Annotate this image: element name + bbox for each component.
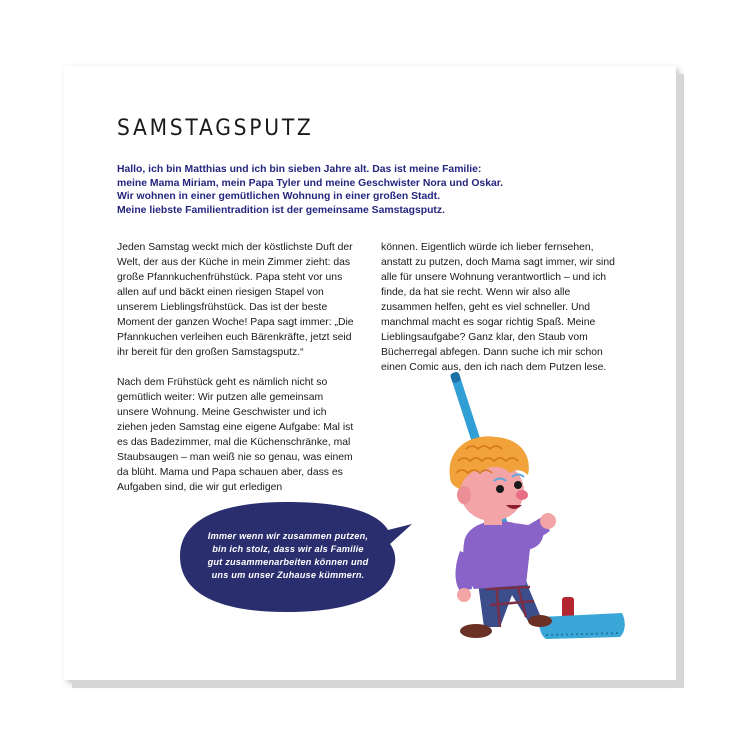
intro-line: Hallo, ich bin Matthias und ich bin sieben Jahre alt. Das ist meine Familie:	[117, 164, 482, 175]
body-paragraph: können. Eigentlich würde ich lieber fernsehen, anstatt zu putzen, doch Mama sagt immer, wir sind alle für unsere Wohnung verantwortlich – und ich finde, da hat sie recht. Wenn wir also alle zusammen helfen, geht es viel schneller. Und manchmal macht es sogar richtig Spaß. Meine Lieblingsaufgabe? Ganz klar, den Staub vom Bücherregal abfegen. Dann suche ich mir schon einen Comic aus, den ich nach dem Putzen lese.	[381, 242, 615, 373]
body-paragraph: Jeden Samstag weckt mich der köstlichste Duft der Welt, der aus der Küche in mein Zimmer zieht: das große Pfannkuchenfrühstück. Papa steht vor uns allen auf und bäckt einen riesigen Stapel von unserem Lieblingsfrühstück. Das ist der beste Moment der ganzen Woche! Papa sagt immer: „Die Pfannkuchen verleihen euch Bärenkräfte, jetzt seid ihr bereit für den großen Samstagsputz.“	[117, 242, 354, 358]
speech-line: uns um unser Zuhause kümmern.	[211, 570, 365, 580]
boy-with-broom-illustration	[430, 365, 630, 645]
intro-paragraph	[117, 163, 587, 217]
page-title: SAMSTAGSPUTZ	[117, 116, 314, 141]
speech-line: Immer wenn wir zusammen putzen,	[207, 531, 369, 541]
speech-bubble-text	[188, 530, 388, 582]
body-paragraph: Nach dem Frühstück geht es nämlich nicht so gemütlich weiter: Wir putzen alle gemeinsam unsere Wohnung. Meine Geschwister und ich ziehen jeden Samstag eine eigene Aufgabe: Mal ist es das Badezimmer, mal die Küchenschränke, mal Staubsaugen – man weiß nie so genau, was einem da blüht. Mama und Papa schauen aber, dass es Aufgaben sind, die wir gut erledigen	[117, 377, 354, 493]
intro-line: Meine liebste Familientradition ist der gemeinsame Samstagsputz.	[117, 204, 445, 216]
speech-bubble	[168, 494, 416, 618]
speech-line: bin ich stolz, dass wir als Familie	[212, 544, 364, 554]
intro-line: meine Mama Miriam, mein Papa Tyler und meine Geschwister Nora und Oskar.	[117, 177, 504, 189]
speech-line: gut zusammenarbeiten können und	[207, 557, 369, 567]
text-column-left	[117, 240, 357, 510]
intro-line: Wir wohnen in einer gemütlichen Wohnung in einer großen Stadt.	[117, 191, 440, 203]
